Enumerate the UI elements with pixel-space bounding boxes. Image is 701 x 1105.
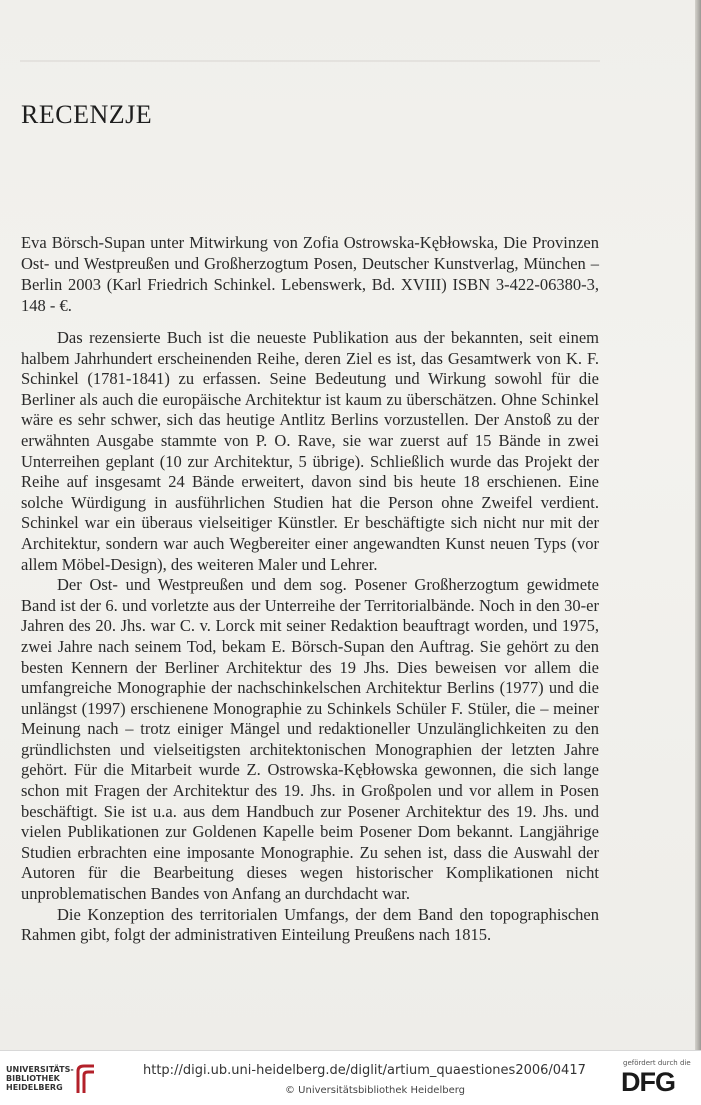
- funding-note: gefördert durch die: [623, 1059, 691, 1067]
- library-logo[interactable]: [6, 1063, 96, 1097]
- section-heading: RECENZJE: [21, 100, 153, 129]
- library-emblem-icon: [74, 1063, 98, 1097]
- review-body: [21, 328, 599, 946]
- library-name-line: HEIDELBERG: [6, 1083, 63, 1092]
- paragraph: Der Ost- und Westpreußen und dem sog. Posener Großherzogtum gewidmete Band ist der 6. und vorletzte aus der Unterreihe der Territorialbände. Noch in den 30-er Jahren des 20. Jhs. war C. v. Lorck mit seiner Redaktion beauftragt worden, und 1975, zwei Jahre nach seinem Tod, bekam E. Börsch-Supan den Auftrag. Sie gehört zu den besten Kennern der Berliner Architektur des 19 Jhs. Dies beweisen vor allem die umfangreiche Monographie der nachschinkelschen Architektur Berlins (1977) und die unlängst (1997) erschienene Monographie zu Schinkels Schüler F. Stüler, die – meiner Meinung nach – trotz einiger Mängel und redaktioneller Unzulänglichkeiten zu den gründlichsten und vielseitigsten architektonischen Monographien der letzten Jahre gehört. Für die Mitarbeit wurde Z. Ostrowska-Kębłowska gewonnen, die sich lange schon mit Fragen der Architektur des 19. Jhs. in Großpolen und vor allem in Posen beschäftigt. Sie ist u.a. aus dem Handbuch zur Posener Architektur des 19. Jhs. und vielen Publikationen zur Goldenen Kapelle beim Posener Dom bekannt. Langjährige Studien erbrachten eine imposante Monographie. Zu sehen ist, dass die Auswahl der Autoren für die Bearbeitung dieses wegen historischer Komplikationen nicht unproblematischen Bandes von Anfang an durchdacht war.: [21, 575, 599, 904]
- permalink-url[interactable]: http://digi.ub.uni-heidelberg.de/diglit/artium_quaestiones2006/0417: [143, 1063, 586, 1078]
- viewer-footer: [0, 1050, 701, 1105]
- paragraph: Das rezensierte Buch ist die neueste Publikation aus der bekannten, seit einem halbem Jahrhundert erscheinenden Reihe, deren Ziel es ist, das Gesamtwerk von K. F. Schinkel (1781-1841) zu erfassen. Seine Bedeutung und Wirkung sowohl für die Berliner als auch die europäische Architektur ist kaum zu überschätzen. Ohne Schinkel wäre es sehr schwer, sich das heutige Antlitz Berlins vorzustellen. Der Anstoß zu der erwähnten Ausgabe stammte von P. O. Rave, sie war zuerst auf 15 Bände in zwei Unterreihen geplant (10 zur Architektur, 5 übrige). Schließlich wurde das Projekt der Reihe auf insgesamt 24 Bände erweitert, davon sind bis heute 18 erschienen. Eine solche Würdigung in ausführlichen Studien hat die Person ohne Zweifel verdient. Schinkel war ein überaus vielseitiger Künstler. Er beschäftigte sich nicht nur mit der Architektur, sondern war auch Wegbereiter einer angewandten Kunst neuen Typs (vor allem Möbel-Design), des weiteren Maler und Lehrer.: [21, 328, 599, 574]
- dfg-logo[interactable]: DFG: [621, 1067, 675, 1097]
- bibliographic-reference: Eva Börsch-Supan unter Mitwirkung von Zofia Ostrowska-Kębłowska, Die Provinzen Ost- und Westpreußen und Großherzogtum Posen, Deutscher Kunstverlag, München – Berlin 2003 (Karl Friedrich Schinkel. Lebenswerk, Bd. XVIII) ISBN 3-422-06380-3, 148 - €.: [21, 233, 599, 315]
- library-name-line: BIBLIOTHEK: [6, 1074, 60, 1083]
- show-through-line: [20, 60, 600, 62]
- copyright-notice: © Universitätsbibliothek Heidelberg: [285, 1085, 466, 1096]
- library-name-line: UNIVERSITÄTS-: [6, 1065, 74, 1074]
- page-edge-shadow: [695, 0, 701, 1050]
- paragraph: Die Konzeption des territorialen Umfangs, der dem Band den topographischen Rahmen gibt, folgt der administrativen Einteilung Preußens nach 1815.: [21, 904, 599, 945]
